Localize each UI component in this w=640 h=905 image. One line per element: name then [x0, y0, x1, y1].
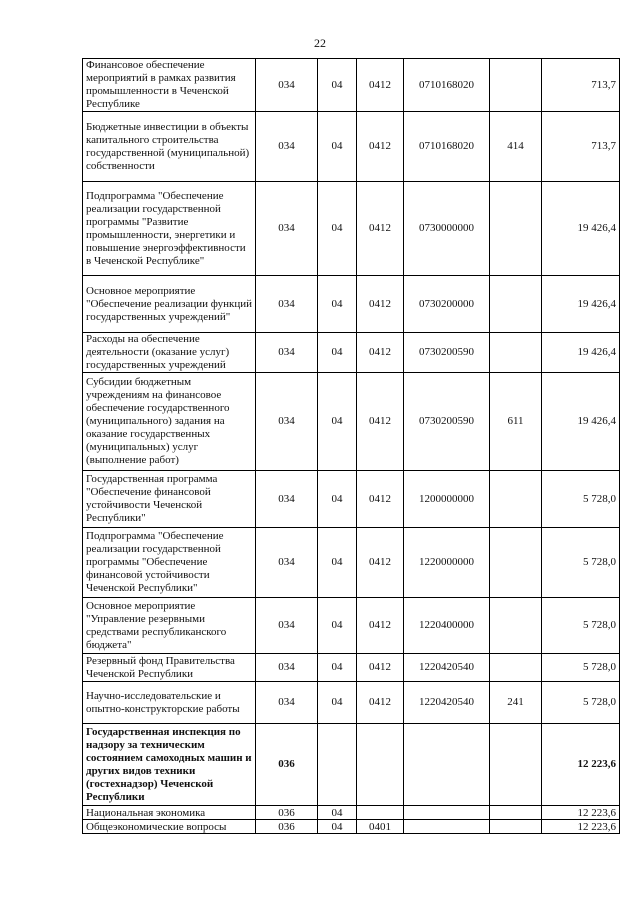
- row-sum: 713,7: [542, 59, 620, 112]
- row-pr: 0412: [357, 112, 404, 182]
- row-csr: 0730200590: [404, 373, 490, 471]
- row-rz: 04: [318, 182, 357, 276]
- budget-table: [82, 58, 620, 834]
- row-sum: 12 223,6: [542, 820, 620, 834]
- row-ved: 034: [256, 112, 318, 182]
- row-pr: 0412: [357, 333, 404, 373]
- row-vr: [490, 471, 542, 528]
- row-name: Субсидии бюджетным учреждениям на финансовое обеспечение государственного (муниципального) задания на оказание государственных (муниципальных) услуг (выполнение работ): [83, 373, 256, 471]
- row-name: Основное мероприятие "Управление резервными средствами республиканского бюджета": [83, 598, 256, 654]
- row-vr: 611: [490, 373, 542, 471]
- table-row: [83, 182, 620, 276]
- row-csr: [404, 820, 490, 834]
- row-csr: [404, 806, 490, 820]
- row-pr: 0412: [357, 471, 404, 528]
- row-ved: 034: [256, 276, 318, 333]
- row-csr: 0730200000: [404, 276, 490, 333]
- row-pr: [357, 724, 404, 806]
- table-row: [83, 598, 620, 654]
- row-pr: 0412: [357, 59, 404, 112]
- row-vr: [490, 820, 542, 834]
- row-ved: 036: [256, 806, 318, 820]
- row-vr: 241: [490, 682, 542, 724]
- row-name: Основное мероприятие "Обеспечение реализации функций государственных учреждений": [83, 276, 256, 333]
- row-sum: 19 426,4: [542, 182, 620, 276]
- row-csr: [404, 724, 490, 806]
- row-csr: 1200000000: [404, 471, 490, 528]
- row-csr: 0730000000: [404, 182, 490, 276]
- row-sum: 713,7: [542, 112, 620, 182]
- table-row: [83, 112, 620, 182]
- row-sum: 5 728,0: [542, 682, 620, 724]
- row-ved: 034: [256, 182, 318, 276]
- row-sum: 19 426,4: [542, 333, 620, 373]
- table-row: [83, 682, 620, 724]
- row-vr: [490, 333, 542, 373]
- row-sum: 5 728,0: [542, 654, 620, 682]
- row-vr: [490, 59, 542, 112]
- row-ved: 034: [256, 471, 318, 528]
- row-name: Государственная инспекция по надзору за техническим состоянием самоходных машин и других видов техники (гостехнадзор) Чеченской Республики: [83, 724, 256, 806]
- table-row: [83, 528, 620, 598]
- row-pr: 0412: [357, 528, 404, 598]
- row-name: Финансовое обеспечение мероприятий в рамках развития промышленности в Чеченской Республике: [83, 59, 256, 112]
- row-pr: [357, 806, 404, 820]
- row-pr: 0401: [357, 820, 404, 834]
- row-ved: 036: [256, 724, 318, 806]
- row-rz: 04: [318, 654, 357, 682]
- row-name: Научно-исследовательские и опытно-конструкторские работы: [83, 682, 256, 724]
- row-ved: 034: [256, 333, 318, 373]
- row-csr: 0730200590: [404, 333, 490, 373]
- row-rz: 04: [318, 820, 357, 834]
- row-pr: 0412: [357, 276, 404, 333]
- row-name: Государственная программа "Обеспечение финансовой устойчивости Чеченской Республики": [83, 471, 256, 528]
- table-row: [83, 806, 620, 820]
- table-row: [83, 276, 620, 333]
- row-vr: [490, 276, 542, 333]
- row-sum: 19 426,4: [542, 276, 620, 333]
- row-pr: 0412: [357, 373, 404, 471]
- row-sum: 19 426,4: [542, 373, 620, 471]
- row-rz: 04: [318, 112, 357, 182]
- row-sum: 5 728,0: [542, 471, 620, 528]
- table-row: [83, 59, 620, 112]
- page-number: 22: [314, 36, 326, 50]
- row-vr: [490, 724, 542, 806]
- row-vr: 414: [490, 112, 542, 182]
- row-sum: 12 223,6: [542, 724, 620, 806]
- row-rz: 04: [318, 806, 357, 820]
- row-rz: 04: [318, 471, 357, 528]
- row-rz: 04: [318, 59, 357, 112]
- row-ved: 034: [256, 682, 318, 724]
- table-row: [83, 820, 620, 834]
- table-row: [83, 471, 620, 528]
- row-name: Общеэкономические вопросы: [83, 820, 256, 834]
- row-ved: 034: [256, 373, 318, 471]
- row-rz: 04: [318, 598, 357, 654]
- row-rz: [318, 724, 357, 806]
- row-ved: 036: [256, 820, 318, 834]
- row-vr: [490, 806, 542, 820]
- row-rz: 04: [318, 276, 357, 333]
- row-name: Расходы на обеспечение деятельности (оказание услуг) государственных учреждений: [83, 333, 256, 373]
- row-name: Подпрограмма "Обеспечение реализации государственной программы "Развитие промышленности, энергетики и повышение энергоэффективности в Чеченской Республике": [83, 182, 256, 276]
- row-ved: 034: [256, 59, 318, 112]
- row-csr: 0710168020: [404, 112, 490, 182]
- row-pr: 0412: [357, 654, 404, 682]
- row-name: Подпрограмма "Обеспечение реализации государственной программы "Обеспечение финансовой устойчивости Чеченской Республики": [83, 528, 256, 598]
- row-rz: 04: [318, 682, 357, 724]
- row-name: Резервный фонд Правительства Чеченской Республики: [83, 654, 256, 682]
- row-rz: 04: [318, 373, 357, 471]
- row-vr: [490, 654, 542, 682]
- row-csr: 1220420540: [404, 654, 490, 682]
- table-row: [83, 724, 620, 806]
- row-pr: 0412: [357, 182, 404, 276]
- row-csr: 1220420540: [404, 682, 490, 724]
- row-csr: 1220400000: [404, 598, 490, 654]
- row-csr: 1220000000: [404, 528, 490, 598]
- table-row: [83, 333, 620, 373]
- row-rz: 04: [318, 528, 357, 598]
- table-row: [83, 373, 620, 471]
- row-vr: [490, 182, 542, 276]
- row-sum: 12 223,6: [542, 806, 620, 820]
- row-vr: [490, 528, 542, 598]
- row-pr: 0412: [357, 682, 404, 724]
- row-sum: 5 728,0: [542, 598, 620, 654]
- row-vr: [490, 598, 542, 654]
- row-name: Бюджетные инвестиции в объекты капитального строительства государственной (муниципальной) собственности: [83, 112, 256, 182]
- row-ved: 034: [256, 654, 318, 682]
- row-sum: 5 728,0: [542, 528, 620, 598]
- row-ved: 034: [256, 598, 318, 654]
- row-ved: 034: [256, 528, 318, 598]
- row-pr: 0412: [357, 598, 404, 654]
- row-csr: 0710168020: [404, 59, 490, 112]
- row-rz: 04: [318, 333, 357, 373]
- table-row: [83, 654, 620, 682]
- row-name: Национальная экономика: [83, 806, 256, 820]
